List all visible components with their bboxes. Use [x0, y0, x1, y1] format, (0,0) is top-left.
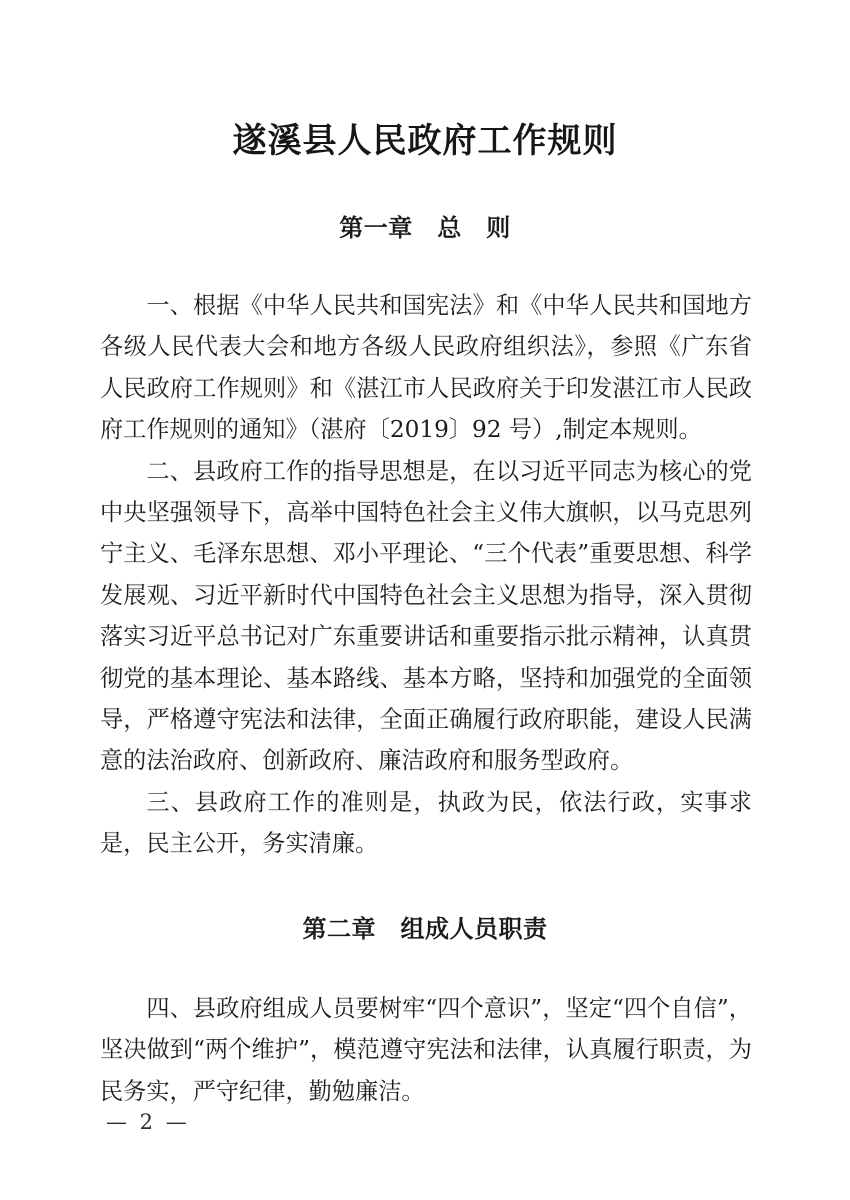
- chapter-1-body: [100, 285, 752, 865]
- paragraph-1: 一、根据《中华人民共和国宪法》和《中华人民共和国地方各级人民代表大会和地方各级人民政府组织法》，参照《广东省人民政府工作规则》和《湛江市人民政府关于印发湛江市人民政府工作规则的通知》（湛府〔2019〕92 号）,制定本规则。: [100, 292, 752, 444]
- chapter-1-heading: 第一章 总 则: [339, 214, 511, 242]
- document-title: 遂溪县人民政府工作规则: [232, 121, 618, 161]
- paragraph-3: 三、县政府工作的准则是，执政为民，依法行政，实事求是，民主公开，务实清廉。: [100, 788, 752, 858]
- chapter-2-heading: 第二章 组成人员职责: [302, 915, 548, 943]
- page-number: — 2 —: [106, 1110, 190, 1134]
- paragraph-4: 四、县政府组成人员要树牢“四个意识”，坚定“四个自信”，坚决做到“两个维护”，模范遵守宪法和法律，认真履行职责，为民务实，严守纪律，勤勉廉洁。: [100, 995, 752, 1105]
- paragraph-2: 二、县政府工作的指导思想是，在以习近平同志为核心的党中央坚强领导下，高举中国特色社会主义伟大旗帜，以马克思列宁主义、毛泽东思想、邓小平理论、“三个代表”重要思想、科学发展观、习近平新时代中国特色社会主义思想为指导，深入贯彻落实习近平总书记对广东重要讲话和重要指示批示精神，认真贯彻党的基本理论、基本路线、基本方略，坚持和加强党的全面领导，严格遵守宪法和法律，全面正确履行政府职能，建设人民满意的法治政府、创新政府、廉洁政府和服务型政府。: [100, 457, 752, 775]
- chapter-2-body: [100, 988, 752, 1112]
